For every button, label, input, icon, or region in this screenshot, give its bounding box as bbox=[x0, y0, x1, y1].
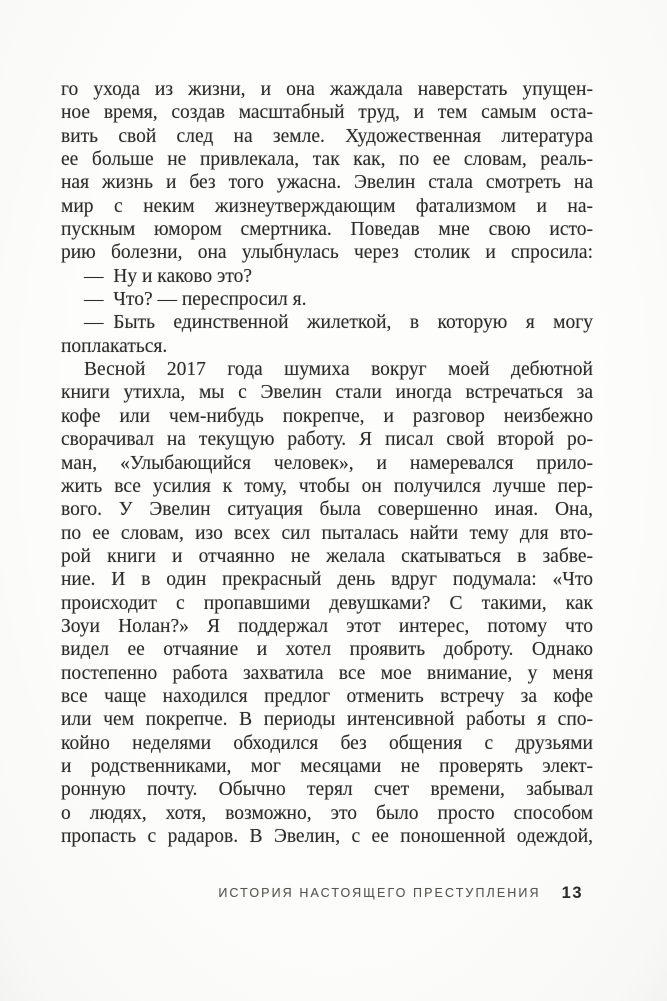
text-line: и родственниками, мог месяцами не проверять элект- bbox=[61, 755, 593, 777]
text-line: Зоуи Нолан?» Я поддержал этот интерес, потому что bbox=[61, 615, 593, 637]
paragraph-first-line: Весной 2017 года шумиха вокруг моей дебютной bbox=[84, 359, 593, 381]
text-line: происходит с пропавшими девушками? С такими, как bbox=[61, 592, 593, 614]
text-line: или чем покрепче. В периоды интенсивной работы я спо- bbox=[61, 709, 593, 731]
text-line: рой книги и отчаянно не желала скатываться в забве- bbox=[61, 545, 593, 567]
running-title: ИСТОРИЯ НАСТОЯЩЕГО ПРЕСТУПЛЕНИЯ bbox=[218, 886, 541, 900]
text-line: постепенно работа захватила все мое внимание, у меня bbox=[61, 662, 593, 684]
body-text bbox=[61, 78, 593, 848]
text-line: сворачивал на текущую работу. Я писал свой второй ро- bbox=[61, 429, 593, 451]
text-line: ное время, создав масштабный труд, и тем самым оста- bbox=[61, 102, 593, 124]
text-line: койно неделями обходился без общения с друзьями bbox=[61, 732, 593, 754]
text-line: по ее словам, изо всех сил пыталась найти тему для вто- bbox=[61, 522, 593, 544]
page-footer bbox=[60, 884, 583, 903]
text-line: ная жизнь и без того ужасна. Эвелин стала смотреть на bbox=[61, 172, 593, 194]
dialogue-line: — Ну и каково это? bbox=[84, 265, 253, 287]
text-line: все чаще находился предлог отменить встречу за кофе bbox=[61, 685, 593, 707]
text-line: рию болезни, она улыбнулась через столик и спросила: bbox=[61, 242, 593, 264]
text-line: ние. И в один прекрасный день вдруг подумала: «Что bbox=[61, 569, 593, 591]
text-line: поплакаться. bbox=[61, 335, 168, 357]
text-line: о людях, хотя, возможно, это было просто способом bbox=[61, 802, 593, 824]
dialogue-line: — Быть единственной жилеткой, в которую я могу bbox=[84, 312, 593, 334]
dialogue-line: — Что? — переспросил я. bbox=[84, 289, 307, 311]
text-line: жить все усилия к тому, чтобы он получился лучше пер- bbox=[61, 475, 593, 497]
text-line: кофе или чем-нибудь покрепче, и разговор неизбежно bbox=[61, 405, 593, 427]
text-line: пускным юмором смертника. Поведав мне свою исто- bbox=[61, 219, 593, 241]
text-line: ее больше не привлекала, так как, по ее словам, реаль- bbox=[61, 149, 593, 171]
text-line: го ухода из жизни, и она жаждала наверстать упущен- bbox=[61, 79, 593, 100]
text-line: ронную почту. Обычно терял счет времени, забывал bbox=[61, 779, 593, 801]
text-line: видел ее отчаяние и хотел проявить доброту. Однако bbox=[61, 639, 593, 661]
text-line: мир с неким жизнеутверждающим фатализмом и на- bbox=[61, 195, 593, 217]
text-line: вого. У Эвелин ситуация была совершенно иная. Она, bbox=[61, 499, 593, 521]
text-line: пропасть с радаров. В Эвелин, с ее поношенной одеждой, bbox=[61, 826, 593, 847]
text-line: вить свой след на земле. Художественная литература bbox=[61, 125, 593, 147]
page-number: 13 bbox=[561, 884, 583, 902]
text-line: книги утихла, мы с Эвелин стали иногда встречаться за bbox=[61, 382, 593, 404]
text-line: ман, «Улыбающийся человек», и намеревался прило- bbox=[61, 452, 593, 474]
